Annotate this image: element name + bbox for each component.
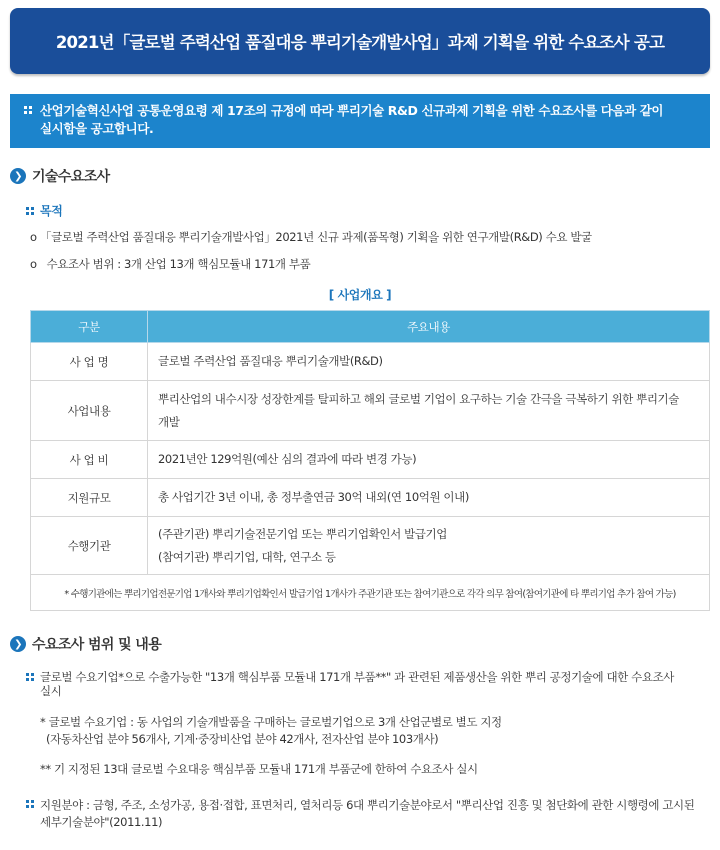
table-header-category: 구분	[31, 311, 148, 343]
section-heading-text: 기술수요조사	[32, 169, 110, 185]
notice-line-2: 실시함을 공고합니다.	[40, 121, 154, 136]
sub-heading-text: 목적	[40, 204, 63, 218]
row-content-line: (주관기관) 뿌리기술전문기업 또는 뿌리기업확인서 발급기업	[158, 526, 447, 541]
square-bullet-icon	[24, 106, 32, 114]
page-title: 2021년「글로벌 주력산업 품질대응 뿌리기술개발사업」과제 기획을 위한 수요조사 공고	[10, 8, 710, 74]
notice-line-1: 산업기술혁신사업 공통운영요령 제 17조의 규정에 따라 뿌리기술 R&D 신규과제 기획을 위한 수요조사를 다음과 같이	[40, 103, 664, 118]
table-footnote-row	[31, 575, 710, 611]
scope-note-1-line-1: * 글로벌 수요기업 : 동 사업의 기술개발품을 구매하는 글로벌기업으로 3개 산업군별로 별도 지정	[40, 715, 502, 729]
table-row	[31, 517, 710, 575]
row-content-line: 글로벌 주력산업 품질대응 뿌리기술개발(R&D)	[158, 354, 383, 368]
purpose-bullet-2	[30, 256, 310, 272]
section-heading-text: 수요조사 범위 및 내용	[32, 637, 162, 653]
scope-note-2: ** 기 지정된 13대 글로벌 수요대응 핵심부품 모듈내 171개 부품군에 한하여 수요조사 실시	[40, 762, 478, 776]
row-content	[148, 381, 710, 441]
row-label: 사 업 비	[31, 441, 148, 479]
row-content	[148, 441, 710, 479]
table-row	[31, 479, 710, 517]
table-header-row	[31, 311, 710, 343]
row-content-line: 뿌리산업의 내수시장 성장한계를 탈피하고 해외 글로벌 기업이 요구하는 기술 간극을 극복하기 위한 뿌리기술	[158, 391, 679, 406]
scope-paragraph-2	[26, 797, 710, 831]
row-content	[148, 517, 710, 575]
scope-paragraph-2-line-2: 세부기술분야"(2011.11)	[40, 815, 163, 829]
section-heading-scope	[10, 634, 161, 654]
table-row	[31, 441, 710, 479]
table-caption: [ 사업개요 ]	[328, 288, 392, 302]
row-label: 사업내용	[31, 381, 148, 441]
scope-paragraph-1-line-1: 글로벌 수요기업*으로 수출가능한 "13개 핵심부품 모듈내 171개 부품**" 과 관련된 제품생산을 위한 뿌리 공정기술에 대한 수요조사	[40, 670, 674, 684]
circle-bullet-icon: o	[30, 257, 37, 271]
section-heading-tech-demand	[10, 166, 110, 186]
notice-banner	[10, 94, 710, 148]
row-content-line: (참여기관) 뿌리기업, 대학, 연구소 등	[158, 549, 336, 564]
square-bullet-icon	[26, 800, 34, 808]
row-content	[148, 479, 710, 517]
chevron-right-circle-icon: ❯	[10, 168, 26, 184]
business-overview-table	[30, 310, 710, 611]
chevron-right-circle-icon: ❯	[10, 636, 26, 652]
row-label: 사 업 명	[31, 343, 148, 381]
square-bullet-icon	[26, 673, 34, 681]
sub-heading-purpose	[26, 202, 62, 219]
row-label: 지원규모	[31, 479, 148, 517]
row-content	[148, 343, 710, 381]
scope-paragraph-2-line-1: 지원분야 : 금형, 주조, 소성가공, 용접·접합, 표면처리, 열처리등 6대 뿌리기술분야로서 "뿌리산업 진흥 및 첨단화에 관한 시행령에 고시된	[40, 798, 695, 812]
purpose-bullet-1	[30, 229, 592, 245]
row-content-line: 개발	[158, 414, 180, 429]
row-content-line: 총 사업기간 3년 이내, 총 정부출연금 30억 내외(연 10억원 이내)	[158, 490, 469, 504]
scope-note-1	[40, 714, 710, 748]
row-label: 수행기관	[31, 517, 148, 575]
table-row	[31, 381, 710, 441]
purpose-bullet-2-text: 수요조사 범위 : 3개 산업 13개 핵심모듈내 171개 부품	[46, 257, 311, 271]
square-bullet-icon	[26, 207, 34, 215]
scope-paragraph-1	[26, 670, 710, 698]
circle-bullet-icon: o	[30, 230, 37, 244]
purpose-bullet-1-text: 「글로벌 주력산업 품질대응 뿌리기술개발사업」2021년 신규 과제(품목형) 기획을 위한 연구개발(R&D) 수요 발굴	[40, 230, 592, 244]
table-footnote: * 수행기관에는 뿌리기업전문기업 1개사와 뿌리기업확인서 발급기업 1개사가 주관기관 또는 참여기관으로 각각 의무 참여(참여기관에 타 뿌리기업 추가 참여 가능)	[31, 575, 710, 611]
table-row	[31, 343, 710, 381]
scope-note-1-line-2: (자동차산업 분야 56개사, 기계·중장비산업 분야 42개사, 전자산업 분야 103개사)	[46, 732, 439, 746]
table-header-content: 주요내용	[148, 311, 710, 343]
scope-paragraph-1-line-2: 실시	[40, 684, 62, 698]
row-content-line: 2021년안 129억원(예산 심의 결과에 따라 변경 가능)	[158, 452, 417, 466]
